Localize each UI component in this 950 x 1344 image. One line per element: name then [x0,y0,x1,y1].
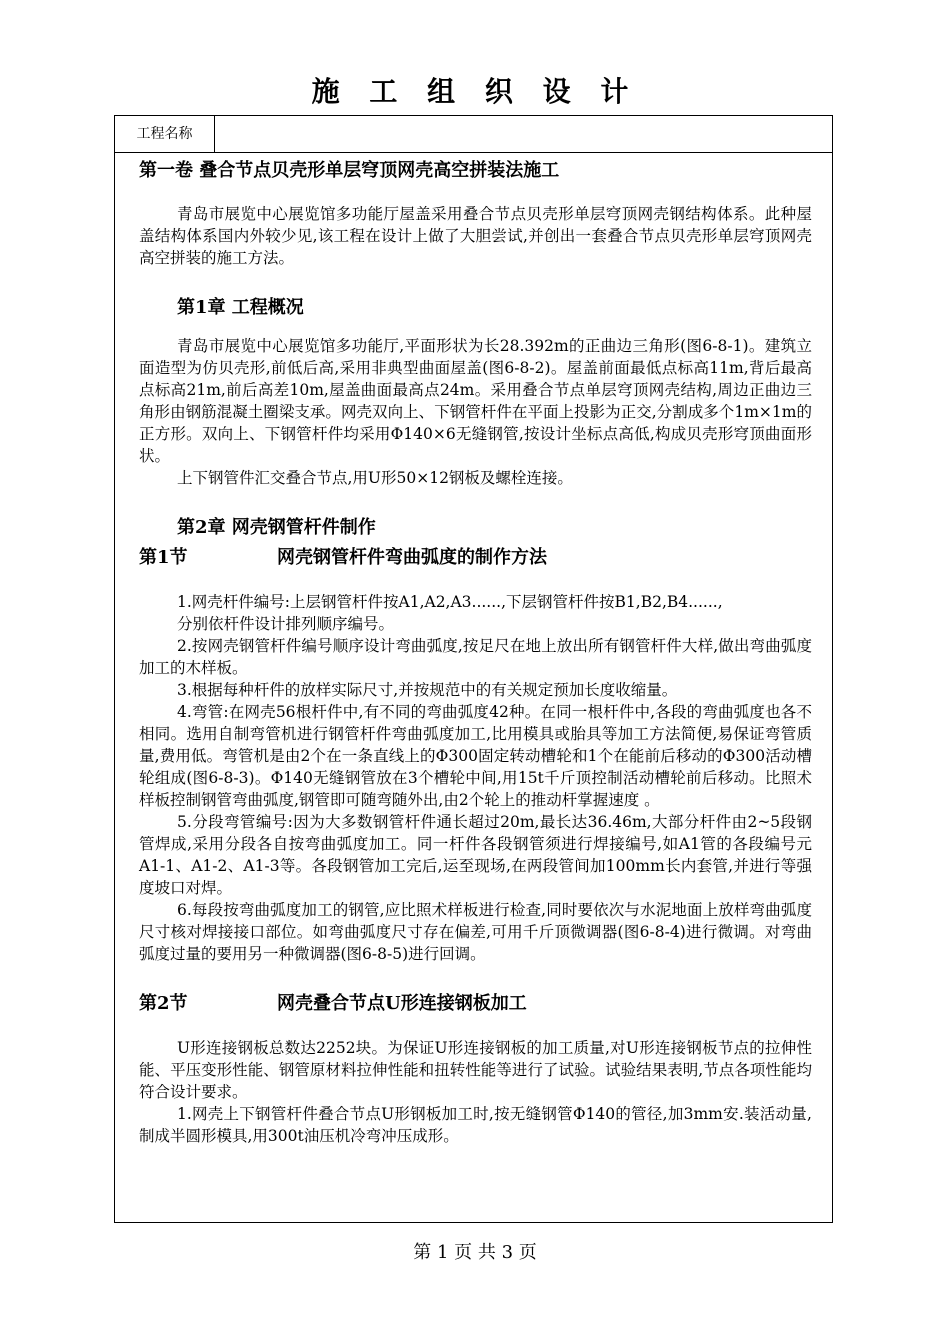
section-1-item: 5.分段弯管编号:因为大多数钢管杆件通长超过20m,最长达36.46m,大部分杆件由2~5段钢管焊成,采用分段各自按弯曲弧度加工。同一杆件各段钢管须进行焊接编号,如A1管的各段编号元A1-1、A1-2、A1-3等。各段钢管加工完后,运至现场,在两段管间加100mm长内套管,并进行等强度坡口对焊。 [139,813,812,897]
section-1-title: 网壳钢管杆件弯曲弧度的制作方法 [277,547,547,568]
section-2-item: U形连接钢板总数达2252块。为保证U形连接钢板的加工质量,对U形连接钢板节点的拉伸性能、平压变形性能、钢管原材料拉伸性能和扭转性能等进行了试验。试验结果表明,节点各项性能均符合设计要求。 [139,1039,812,1101]
section-2-title: 网壳叠合节点U形连接钢板加工 [277,993,527,1014]
page-footer: 第 1 页 共 3 页 [413,1242,537,1263]
section-1-item: 1.网壳杆件编号:上层钢管杆件按A1,A2,A3......,下层钢管杆件按B1,B2,B4......, [177,593,723,611]
chapter-1-paragraph-2: 上下钢管件汇交叠合节点,用U形50×12钢板及螺栓连接。 [177,469,573,487]
volume-heading: 第一卷 叠合节点贝壳形单层穹顶网壳高空拼装法施工 [139,160,560,181]
chapter-1-paragraph-1: 青岛市展览中心展览馆多功能厅,平面形状为长28.392m的正曲边三角形(图6-8-1)。建筑立面造型为仿贝壳形,前低后高,采用非典型曲面屋盖(图6-8-2)。屋盖前面最低点标高11m,背后最高点标高21m,前后高差10m,屋盖曲面最高点24m。采用叠合节点单层穹顶网壳结构,周边正曲边三角形由钢筋混凝土圈梁支承。网壳双向上、下钢管杆件在平面上投影为正交,分割成多个1m×1m的正方形。双向上、下钢管杆件均采用Φ140×6无缝钢管,按设计坐标点高低,构成贝壳形穹顶曲面形状。 [139,337,812,465]
chapter-1-heading: 第1章 工程概况 [177,297,304,318]
document-title: 施 工 组 织 设 计 [311,75,639,108]
section-1-item: 2.按网壳钢管杆件编号顺序设计弯曲弧度,按足尺在地上放出所有钢管杆件大样,做出弯曲弧度加工的木样板。 [139,637,812,677]
document-frame [114,115,833,1223]
section-1-item: 分别依杆件设计排列顺序编号。 [177,615,395,633]
project-name-value [215,116,832,152]
section-1-heading [139,543,812,573]
project-name-row [115,116,832,153]
section-1-item: 3.根据每种杆件的放样实际尺寸,并按规范中的有关规定预加长度收缩量。 [177,681,678,699]
volume-intro: 青岛市展览中心展览馆多功能厅屋盖采用叠合节点贝壳形单层穹顶网壳钢结构体系。此种屋盖结构体系国内外较少见,该工程在设计上做了大胆尝试,并创出一套叠合节点贝壳形单层穹顶网壳高空拼装的施工方法。 [139,205,812,267]
section-1-item: 4.弯管:在网壳56根杆件中,有不同的弯曲弧度42种。在同一根杆件中,各段的弯曲弧度也各不相同。选用自制弯管机进行钢管杆件弯曲弧度加工,比用模具或胎具等加工方法简便,易保证弯管质量,费用低。弯管机是由2个在一条直线上的Φ300固定转动槽轮和1个在能前后移动的Φ300活动槽轮组成(图6-8-3)。Φ140无缝钢管放在3个槽轮中间,用15t千斤顶控制活动槽轮前后移动。比照术样板控制钢管弯曲弧度,钢管即可随弯随外出,由2个轮上的推动杆掌握速度 。 [139,703,812,809]
section-2-item: 1.网壳上下钢管杆件叠合节点U形钢板加工时,按无缝钢管Φ140的管径,加3mm安.装活动量,制成半圆形模具,用300t油压机冷弯冲压成形。 [139,1105,812,1145]
chapter-2-heading: 第2章 网壳钢管杆件制作 [177,517,376,538]
section-1-number: 第1节 [139,547,188,568]
section-2-number: 第2节 [139,993,188,1014]
section-1-item: 6.每段按弯曲弧度加工的钢管,应比照术样板进行检查,同时要依次与水泥地面上放样弯曲弧度尺寸核对焊接接口部位。如弯曲弧度尺寸存在偏差,可用千斤顶微调器(图6-8-4)进行微调。对弯曲弧度过量的要用另一种微调器(图6-8-5)进行回调。 [139,901,812,963]
document-content [115,157,832,1147]
project-name-label: 工程名称 [115,116,215,152]
section-2-heading [139,989,812,1019]
